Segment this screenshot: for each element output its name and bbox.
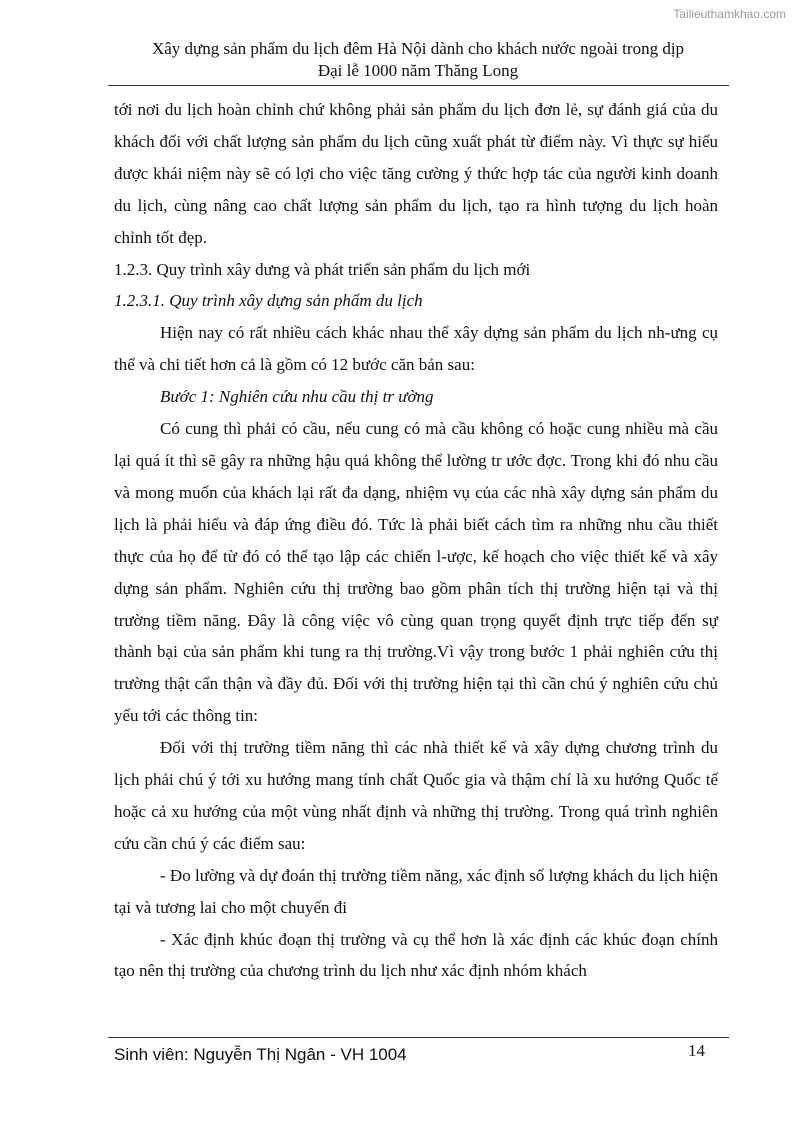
list-item: - Đo lường và dự đoán thị trường tiềm năng, xác định số lượng khách du lịch hiện tại và tương lai cho một chuyến đi [114,865,718,917]
header-divider [108,85,729,86]
page-header [108,38,728,82]
step-heading: Bước 1: Nghiên cứu nhu cầu thị tr ường [160,387,434,407]
paragraph: Đối với thị trường tiềm năng thì các nhà thiết kế và xây dựng chương trình du lịch phải chú ý tới xu hướng mang tính chất Quốc gia và thậm chí là xu hướng Quốc tế hoặc cả xu hướng của một vùng nhất định và những thị trường. Trong quá trình nghiên cứu cần chú ý các điểm sau: [114,738,718,853]
paragraph: tới nơi du lịch hoàn chỉnh chứ không phải sản phẩm du lịch đơn lẻ, sự đánh giá của du khách đối với chất lượng sản phẩm du lịch cũng xuất phát từ điểm này. Vì thực sự hiểu được khái niệm này sẽ có lợi cho việc tăng cường ý thức hợp tác của người kinh doanh du lịch, cùng nâng cao chất lượng sản phẩm du lịch, tạo ra hình tượng du lịch hoàn chỉnh tốt đẹp. [114,100,718,247]
document-body [114,94,718,987]
section-heading: 1.2.3. Quy trình xây dưng và phát triển sản phẩm du lịch mới [114,259,531,279]
paragraph: Hiện nay có rất nhiều cách khác nhau thể xây dựng sản phẩm du lịch nh-ưng cụ thể và chi tiết hơn cả là gồm có 12 bước căn bản sau: [114,323,718,375]
header-line-2: Đại lễ 1000 năm Thăng Long [317,61,519,80]
list-item: - Xác định khúc đoạn thị trường và cụ thể hơn là xác định các khúc đoạn chính tạo nên thị trường của chương trình du lịch như xác định nhóm khách [114,929,718,981]
header-line-1: Xây dựng sản phẩm du lịch đêm Hà Nội dành cho khách nước ngoài trong dịp [151,39,685,58]
footer-student: Sinh viên: Nguyễn Thị Ngân - VH 1004 [114,1045,407,1064]
watermark: Tailieuthamkhao.com [673,7,786,21]
page-number: 14 [688,1041,705,1060]
paragraph: Có cung thì phải có cầu, nếu cung có mà cầu không có hoặc cung nhiều mà cầu lại quá ít thì sẽ gây ra những hậu quả không thể lường tr ước đợc. Trong khi đó nhu cầu và mong muốn của khách lại rất đa dạng, nhiệm vụ của các nhà xây dựng sản phẩm du lịch là phải hiểu và đáp ứng điều đó. Tức là phải biết cách tìm ra những nhu cầu thiết thực của họ để từ đó có thể tạo lập các chiến l-ược, kế hoạch cho việc thiết kế và xây dựng sản phẩm. Nghiên cứu thị trường bao gồm phân tích thị trường hiện tại và thị trường tiềm năng. Đây là công việc vô cùng quan trọng quyết định trực tiếp đến sự thành bại của sản phẩm khi tung ra thị trường.Vì vậy trong bước 1 phải nghiên cứu thị trường thật cẩn thận và đầy đủ. Đối với thị trường hiện tại thì cần chú ý nghiên cứu chủ yếu tới các thông tin: [114,419,718,726]
footer-divider [108,1037,729,1038]
subsection-heading: 1.2.3.1. Quy trình xây dựng sản phẩm du lịch [114,291,423,311]
